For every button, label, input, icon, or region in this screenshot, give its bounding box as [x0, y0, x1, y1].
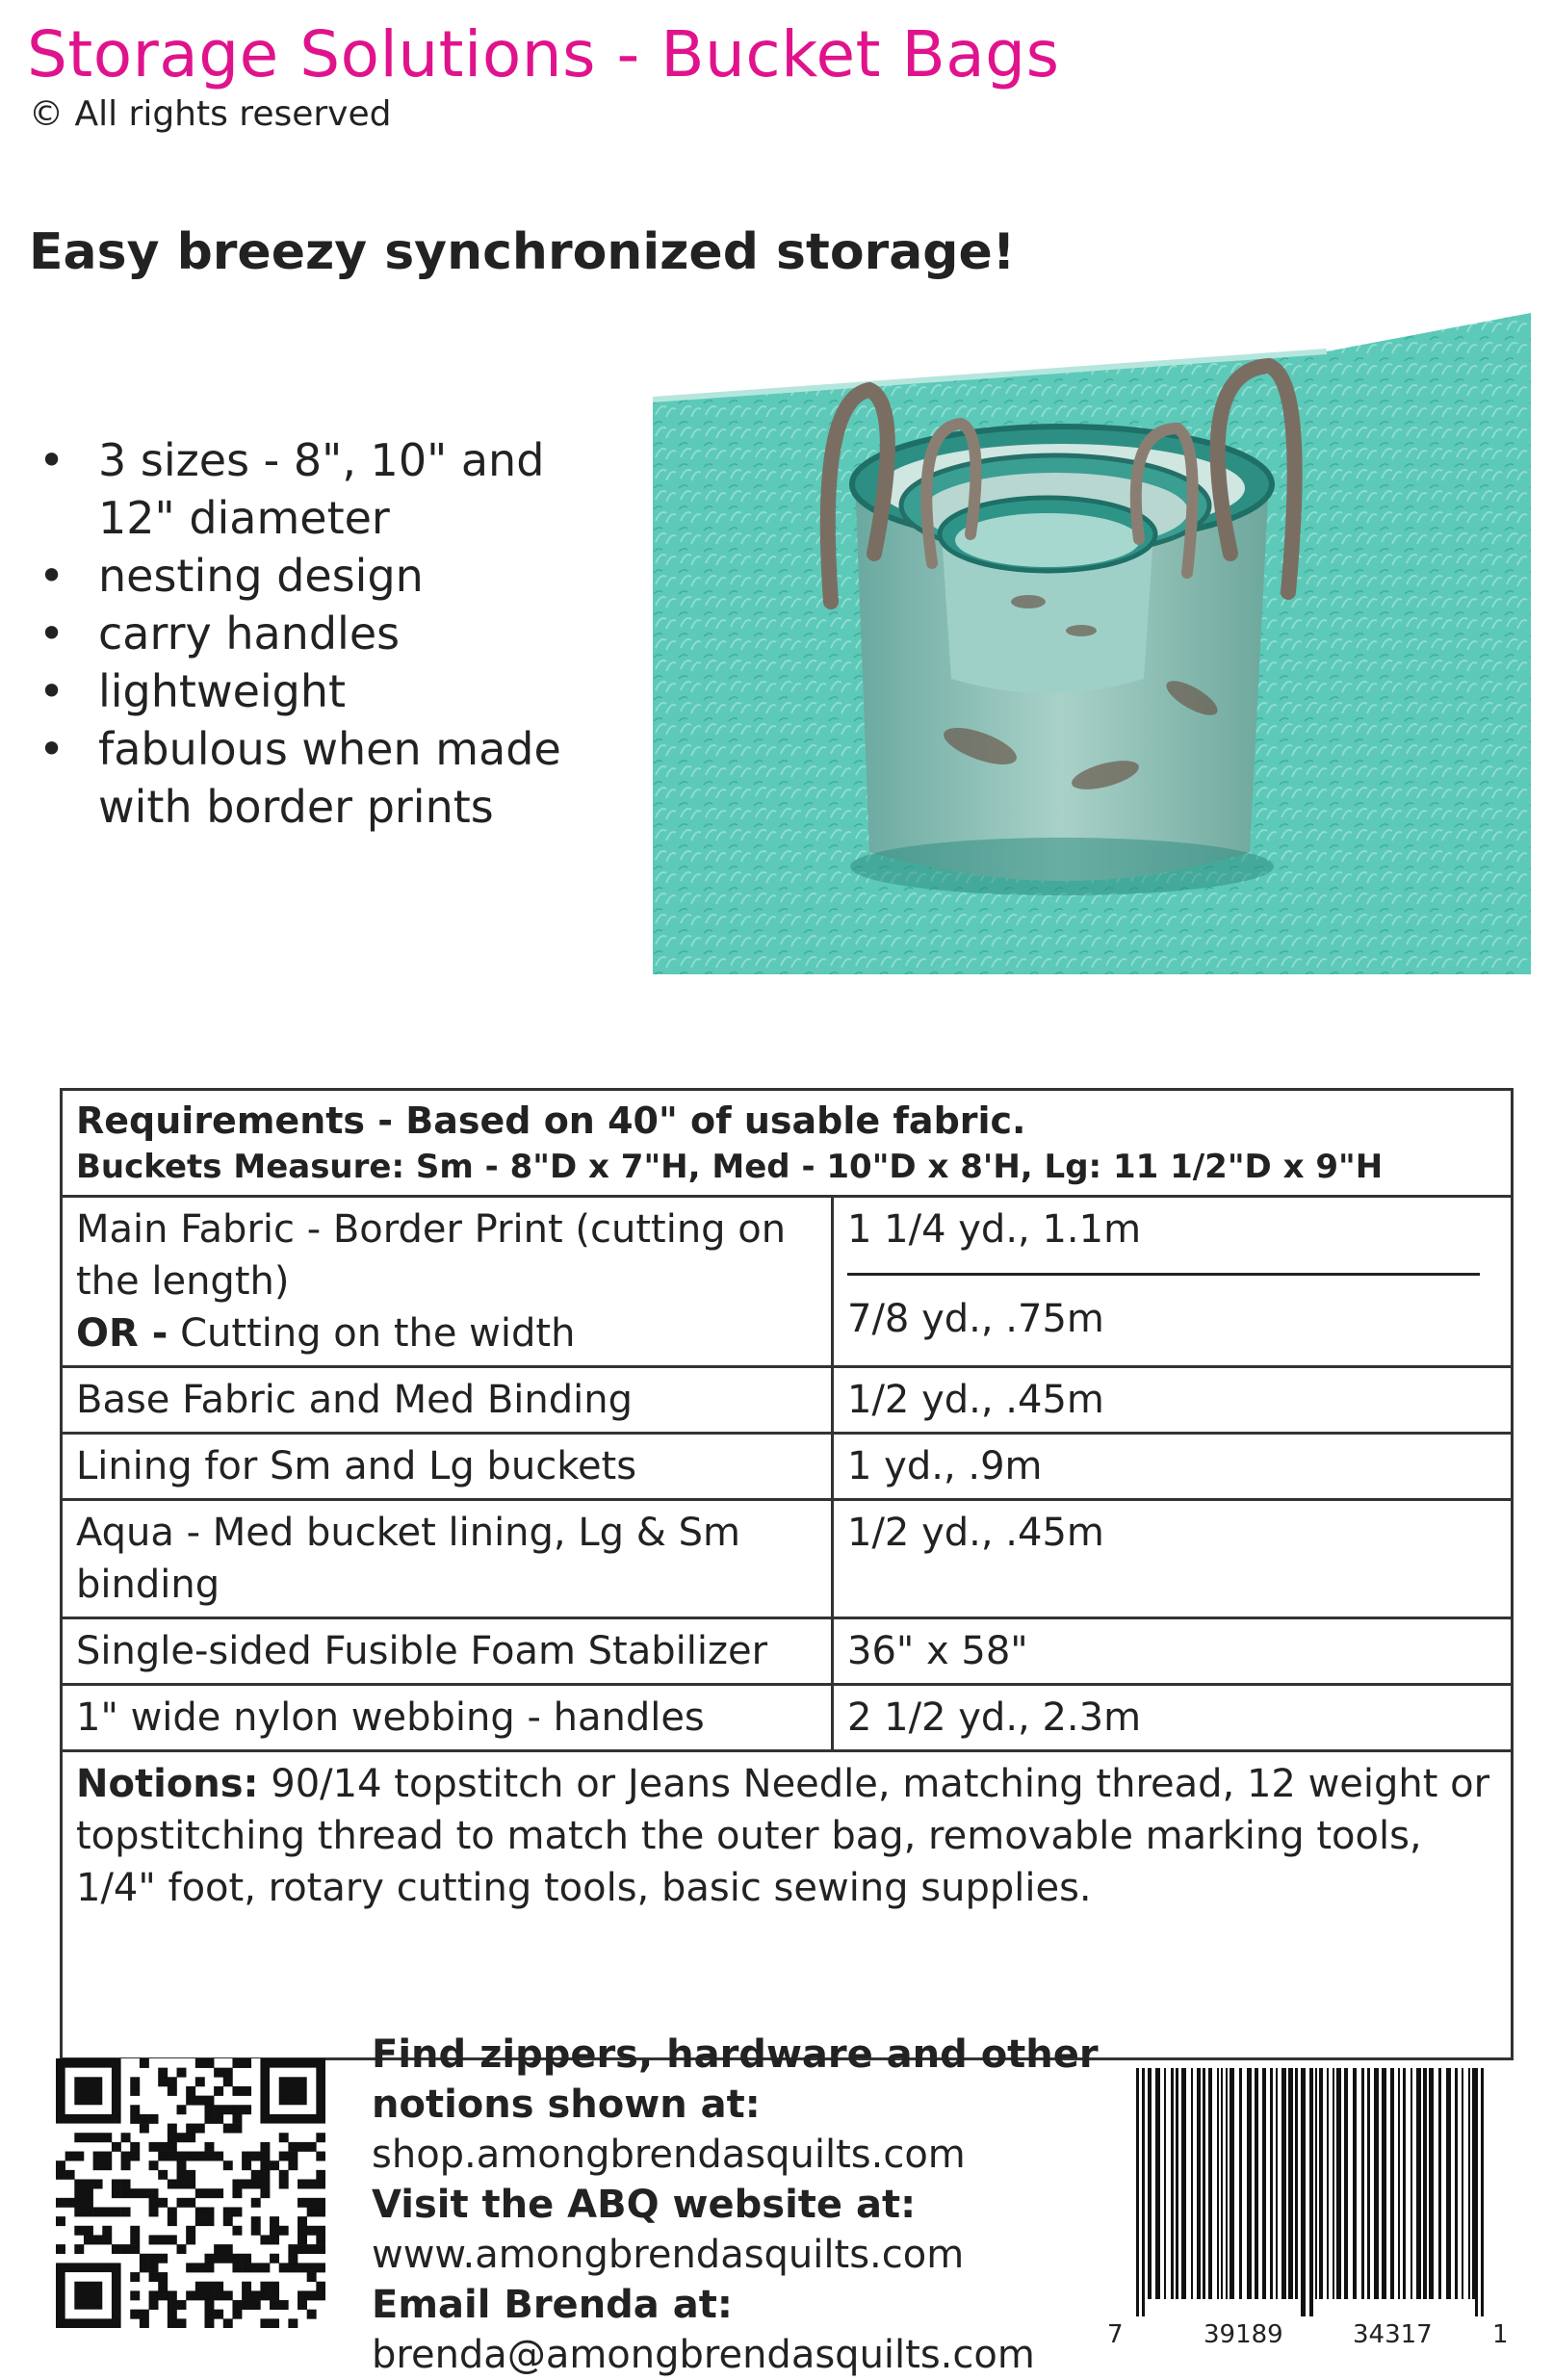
main-fabric-amount: 1 1/4 yd., 1.1m: [847, 1207, 1142, 1252]
feature-list: [29, 431, 626, 836]
table-row: [62, 1367, 1513, 1434]
list-item: [29, 662, 626, 720]
barcode-digit: 7: [1107, 2320, 1124, 2349]
table-row: [62, 1751, 1513, 2059]
requirements-title: Requirements - Based on 40" of usable fabric.: [76, 1099, 1026, 1142]
barcode-digit: 39189: [1204, 2320, 1283, 2349]
contact-info: [372, 2030, 1099, 2380]
email-label: Email Brenda at:: [372, 2283, 733, 2327]
page-title: Storage Solutions - Bucket Bags: [27, 17, 1060, 91]
bullet-icon: •: [39, 434, 65, 486]
website-link[interactable]: www.amongbrendasquilts.com: [372, 2233, 965, 2277]
qr-code: [56, 2058, 325, 2328]
table-cell-item: 1" wide nylon webbing - handles: [62, 1685, 833, 1751]
table-cell-amount: 1/2 yd., .45m: [833, 1500, 1513, 1618]
copyright-notice: © All rights reserved: [29, 94, 392, 134]
table-cell-amount: [833, 1197, 1513, 1367]
table-row: [62, 1618, 1513, 1685]
bucket-measurements: Buckets Measure: Sm - 8"D x 7"H, Med - 10"D x 8'H, Lg: 11 1/2"D x 9"H: [76, 1148, 1384, 1186]
requirements-table: [60, 1088, 1514, 2060]
barcode-digit: 34317: [1353, 2320, 1433, 2349]
feature-text: fabulous when made with border prints: [98, 723, 561, 833]
bullet-icon: •: [39, 723, 65, 775]
table-row: [62, 1197, 1513, 1367]
barcode: [1107, 2068, 1512, 2357]
feature-text: carry handles: [98, 608, 401, 660]
table-cell-amount: 1/2 yd., .45m: [833, 1367, 1513, 1434]
list-item: [29, 720, 626, 836]
or-label: Cutting on the width: [180, 1311, 576, 1356]
find-line-2: notions shown at:: [372, 2082, 761, 2127]
main-fabric-alt: [76, 1307, 817, 1359]
list-item: [29, 605, 626, 662]
requirements-header: [62, 1090, 1513, 1197]
table-cell-amount: 36" x 58": [833, 1618, 1513, 1685]
table-cell-item: Aqua - Med bucket lining, Lg & Sm binding: [62, 1500, 833, 1618]
table-row: [62, 1090, 1513, 1197]
table-row: [62, 1685, 1513, 1751]
notions-label: Notions:: [76, 1762, 259, 1806]
notions-cell: [62, 1751, 1513, 2059]
or-prefix: OR -: [76, 1311, 168, 1356]
table-cell-item: Lining for Sm and Lg buckets: [62, 1434, 833, 1500]
table-cell-item: [62, 1197, 833, 1367]
list-item: [29, 431, 626, 547]
bullet-icon: •: [39, 665, 65, 717]
bullet-icon: •: [39, 550, 65, 602]
email-link[interactable]: brenda@amongbrendasquilts.com: [372, 2333, 1035, 2377]
table-cell-item: Base Fabric and Med Binding: [62, 1367, 833, 1434]
table-cell-amount: 1 yd., .9m: [833, 1434, 1513, 1500]
barcode-bars: [1107, 2068, 1512, 2318]
find-line-1: Find zippers, hardware and other: [372, 2032, 1099, 2077]
main-fabric-label: Main Fabric - Border Print (cutting on the length): [76, 1207, 787, 1304]
visit-label: Visit the ABQ website at:: [372, 2183, 917, 2227]
table-row: [62, 1434, 1513, 1500]
bullet-icon: •: [39, 608, 65, 660]
feature-text: 3 sizes - 8", 10" and 12" diameter: [98, 434, 545, 544]
product-photo: [653, 313, 1531, 974]
main-fabric-alt-amount: 7/8 yd., .75m: [847, 1297, 1104, 1341]
table-cell-amount: 2 1/2 yd., 2.3m: [833, 1685, 1513, 1751]
feature-text: nesting design: [98, 550, 424, 602]
tagline: Easy breezy synchronized storage!: [29, 223, 1016, 281]
table-cell-item: Single-sided Fusible Foam Stabilizer: [62, 1618, 833, 1685]
notions-text: 90/14 topstitch or Jeans Needle, matching thread, 12 weight or topstitching thread to match the outer bag, removable marking tools, 1/4" foot, rotary cutting tools, basic sewing supplies.: [76, 1762, 1490, 1910]
barcode-digit: 1: [1492, 2320, 1509, 2349]
shop-link[interactable]: shop.amongbrendasquilts.com: [372, 2133, 966, 2177]
divider: [847, 1273, 1480, 1276]
list-item: [29, 547, 626, 605]
table-row: [62, 1500, 1513, 1618]
feature-text: lightweight: [98, 665, 347, 717]
